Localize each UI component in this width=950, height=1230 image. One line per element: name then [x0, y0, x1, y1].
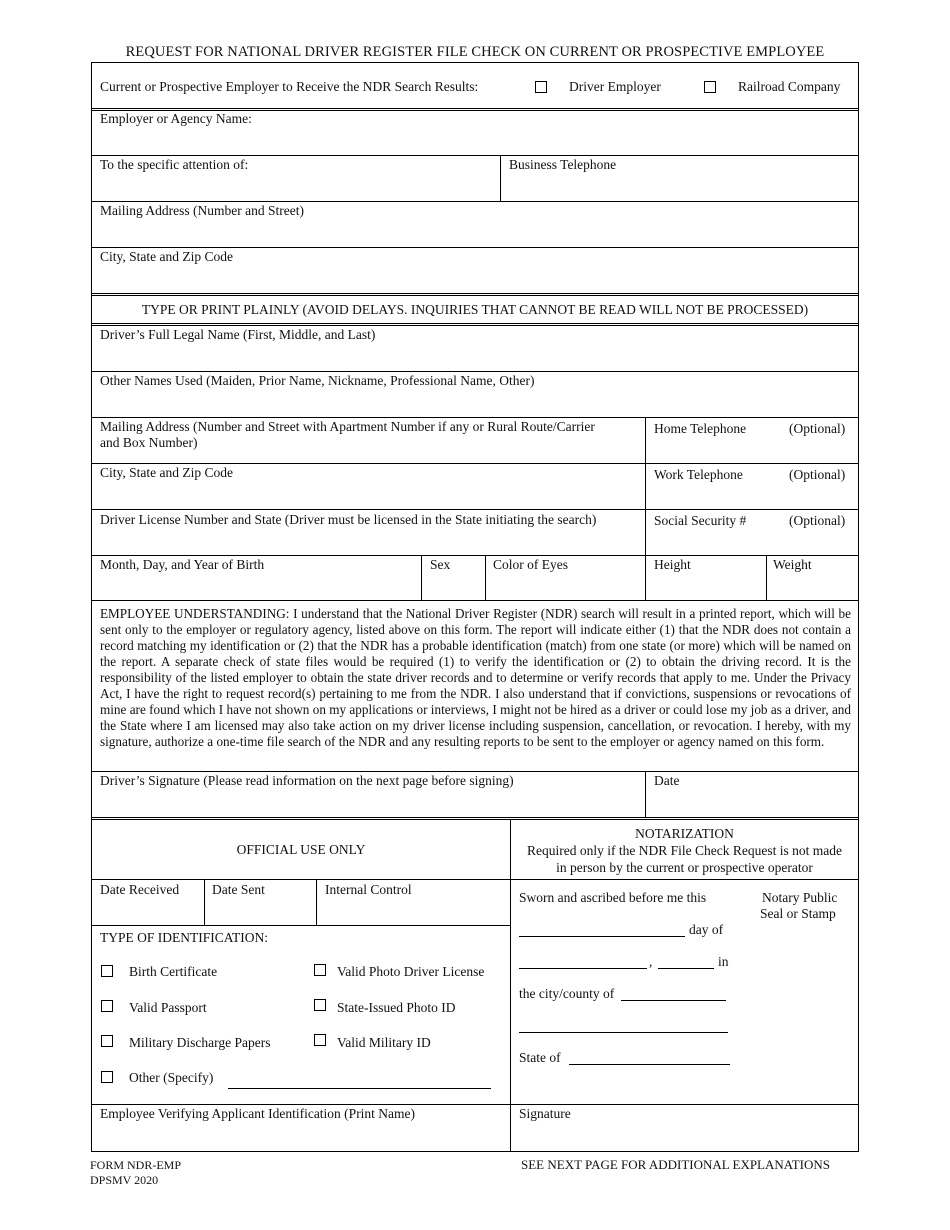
state-photo-id-label: State-Issued Photo ID	[337, 1000, 456, 1015]
home-telephone-optional: (Optional)	[789, 421, 846, 436]
verifier-name-field[interactable]: Employee Verifying Applicant Identification (Print Name)	[100, 1106, 416, 1121]
divider	[92, 1104, 858, 1105]
date-received-field[interactable]: Date Received	[100, 882, 180, 897]
divider	[92, 600, 858, 601]
state-line[interactable]	[569, 1064, 730, 1065]
divider	[92, 555, 858, 556]
other-id-checkbox[interactable]	[101, 1071, 113, 1083]
social-security-field[interactable]: Social Security #	[654, 513, 747, 528]
home-telephone-field[interactable]: Home Telephone	[654, 421, 747, 436]
internal-control-field[interactable]: Internal Control	[325, 882, 412, 897]
driver-mailing-address-continued: and Box Number)	[100, 435, 198, 450]
photo-driver-license-checkbox[interactable]	[314, 964, 326, 976]
identification-type-heading: TYPE OF IDENTIFICATION:	[100, 930, 268, 945]
divider	[92, 201, 858, 202]
railroad-company-label: Railroad Company	[738, 79, 841, 94]
notary-seal-label-continued: Seal or Stamp	[760, 906, 836, 921]
notarization-subtitle: Required only if the NDR File Check Request is not made	[527, 843, 842, 858]
divider	[316, 879, 317, 925]
state-photo-id-checkbox[interactable]	[314, 999, 326, 1011]
divider	[92, 417, 858, 418]
day-line[interactable]	[519, 936, 685, 937]
sworn-text: Sworn and ascribed before me this	[519, 890, 707, 905]
notarization-heading: NOTARIZATION	[635, 826, 734, 841]
divider	[92, 371, 858, 372]
divider	[92, 817, 858, 820]
divider	[92, 879, 858, 880]
photo-driver-license-label: Valid Photo Driver License	[337, 964, 485, 979]
divider	[645, 555, 646, 600]
recipient-label: Current or Prospective Employer to Receive the NDR Search Results:	[100, 79, 479, 94]
social-security-optional: (Optional)	[789, 513, 846, 528]
height-field[interactable]: Height	[654, 557, 691, 572]
see-next-page-note: SEE NEXT PAGE FOR ADDITIONAL EXPLANATIONS	[521, 1157, 830, 1172]
birth-certificate-label: Birth Certificate	[129, 964, 218, 979]
divider	[500, 155, 501, 201]
employee-understanding-text: EMPLOYEE UNDERSTANDING: I understand that the National Driver Register (NDR) search will result in a printed report, which will be sent only to the employer or regulatory agency, listed above on this form. The report will indicate either (1) that the NDR does not contain a record matching my identification or (2) that the NDR has a probable identification (match) from one state (or more) which will be named on the report. A separate check of state files would be required (1) to verify the identification or (2) to obtain the driving record. It is the responsibility of the listed employer to obtain the state driver records and to determine or verify records that apply to me. Under the Privacy Act, I have the right to request record(s) pertaining to me from the NDR. I also understand that if convictions, suspensions or revocations of mine are found which I have not shown on my applications or interviews, I might not be hired as a driver or could lose my job as a driver, and the State where I am licensed may also take action on my driver license including suspension, cancellation, or revocation. I hereby, with my signature, authorize a one-time file search of the NDR and any resulting reports to be sent to the employer or agency named on this form.	[100, 606, 851, 749]
railroad-company-checkbox[interactable]	[704, 81, 716, 93]
month-line[interactable]	[519, 968, 647, 969]
notary-signature-field[interactable]: Signature	[519, 1106, 571, 1121]
divider	[92, 509, 858, 510]
divider	[92, 293, 858, 296]
divider	[92, 323, 858, 326]
divider	[92, 463, 858, 464]
work-telephone-field[interactable]: Work Telephone	[654, 467, 743, 482]
driver-city-state-zip-field[interactable]: City, State and Zip Code	[100, 465, 233, 480]
divider	[204, 879, 205, 925]
divider	[92, 771, 858, 772]
driver-signature-field[interactable]: Driver’s Signature (Please read information on the next page before signing)	[100, 773, 514, 788]
other-id-label: Other (Specify)	[129, 1070, 214, 1085]
other-names-field[interactable]: Other Names Used (Maiden, Prior Name, Nickname, Professional Name, Other)	[100, 373, 535, 388]
comma-text: ,	[649, 954, 653, 969]
date-of-birth-field[interactable]: Month, Day, and Year of Birth	[100, 557, 265, 572]
attention-field[interactable]: To the specific attention of:	[100, 157, 249, 172]
business-telephone-field[interactable]: Business Telephone	[509, 157, 617, 172]
work-telephone-optional: (Optional)	[789, 467, 846, 482]
official-use-heading: OFFICIAL USE ONLY	[236, 842, 366, 857]
divider	[92, 247, 858, 248]
divider	[766, 555, 767, 600]
state-of-text: State of	[519, 1050, 561, 1065]
eye-color-field[interactable]: Color of Eyes	[493, 557, 568, 572]
sex-field[interactable]: Sex	[430, 557, 451, 572]
weight-field[interactable]: Weight	[773, 557, 812, 572]
divider	[92, 925, 510, 926]
form-title: REQUEST FOR NATIONAL DRIVER REGISTER FILE CHECK ON CURRENT OR PROSPECTIVE EMPLOYEE	[125, 44, 825, 60]
divider	[645, 771, 646, 817]
birth-certificate-checkbox[interactable]	[101, 965, 113, 977]
driver-license-field[interactable]: Driver License Number and State (Driver must be licensed in the State initiating the search)	[100, 512, 597, 527]
divider	[421, 555, 422, 600]
divider	[485, 555, 486, 600]
driver-mailing-address-field[interactable]: Mailing Address (Number and Street with Apartment Number if any or Rural Route/Carrier	[100, 419, 595, 434]
valid-passport-label: Valid Passport	[129, 1000, 207, 1015]
valid-passport-checkbox[interactable]	[101, 1000, 113, 1012]
agency-name-field[interactable]: Employer or Agency Name:	[100, 111, 252, 126]
city-county-text: the city/county of	[519, 986, 615, 1001]
dpsmv-year: DPSMV 2020	[90, 1173, 159, 1187]
city-county-continued-line[interactable]	[519, 1032, 728, 1033]
city-county-line[interactable]	[621, 1000, 726, 1001]
driver-employer-label: Driver Employer	[569, 79, 661, 94]
in-text: in	[718, 954, 729, 969]
notarization-subtitle-continued: in person by the current or prospective operator	[556, 860, 813, 875]
divider	[645, 417, 646, 555]
military-discharge-label: Military Discharge Papers	[129, 1035, 271, 1050]
driver-full-name-field[interactable]: Driver’s Full Legal Name (First, Middle, and Last)	[100, 327, 376, 342]
military-id-label: Valid Military ID	[337, 1035, 431, 1050]
signature-date-field[interactable]: Date	[654, 773, 680, 788]
day-of-text: day of	[689, 922, 724, 937]
employer-mailing-address-field[interactable]: Mailing Address (Number and Street)	[100, 203, 304, 218]
year-line[interactable]	[658, 968, 714, 969]
other-id-specify-line[interactable]	[228, 1088, 491, 1089]
date-sent-field[interactable]: Date Sent	[212, 882, 265, 897]
notary-seal-label: Notary Public	[762, 890, 838, 905]
employer-city-state-zip-field[interactable]: City, State and Zip Code	[100, 249, 233, 264]
military-id-checkbox[interactable]	[314, 1034, 326, 1046]
military-discharge-checkbox[interactable]	[101, 1035, 113, 1047]
print-plainly-instruction: TYPE OR PRINT PLAINLY (AVOID DELAYS. INQUIRIES THAT CANNOT BE READ WILL NOT BE PROCESSED)	[141, 302, 809, 317]
divider	[92, 155, 858, 156]
driver-employer-checkbox[interactable]	[535, 81, 547, 93]
form-id: FORM NDR-EMP	[90, 1158, 182, 1172]
